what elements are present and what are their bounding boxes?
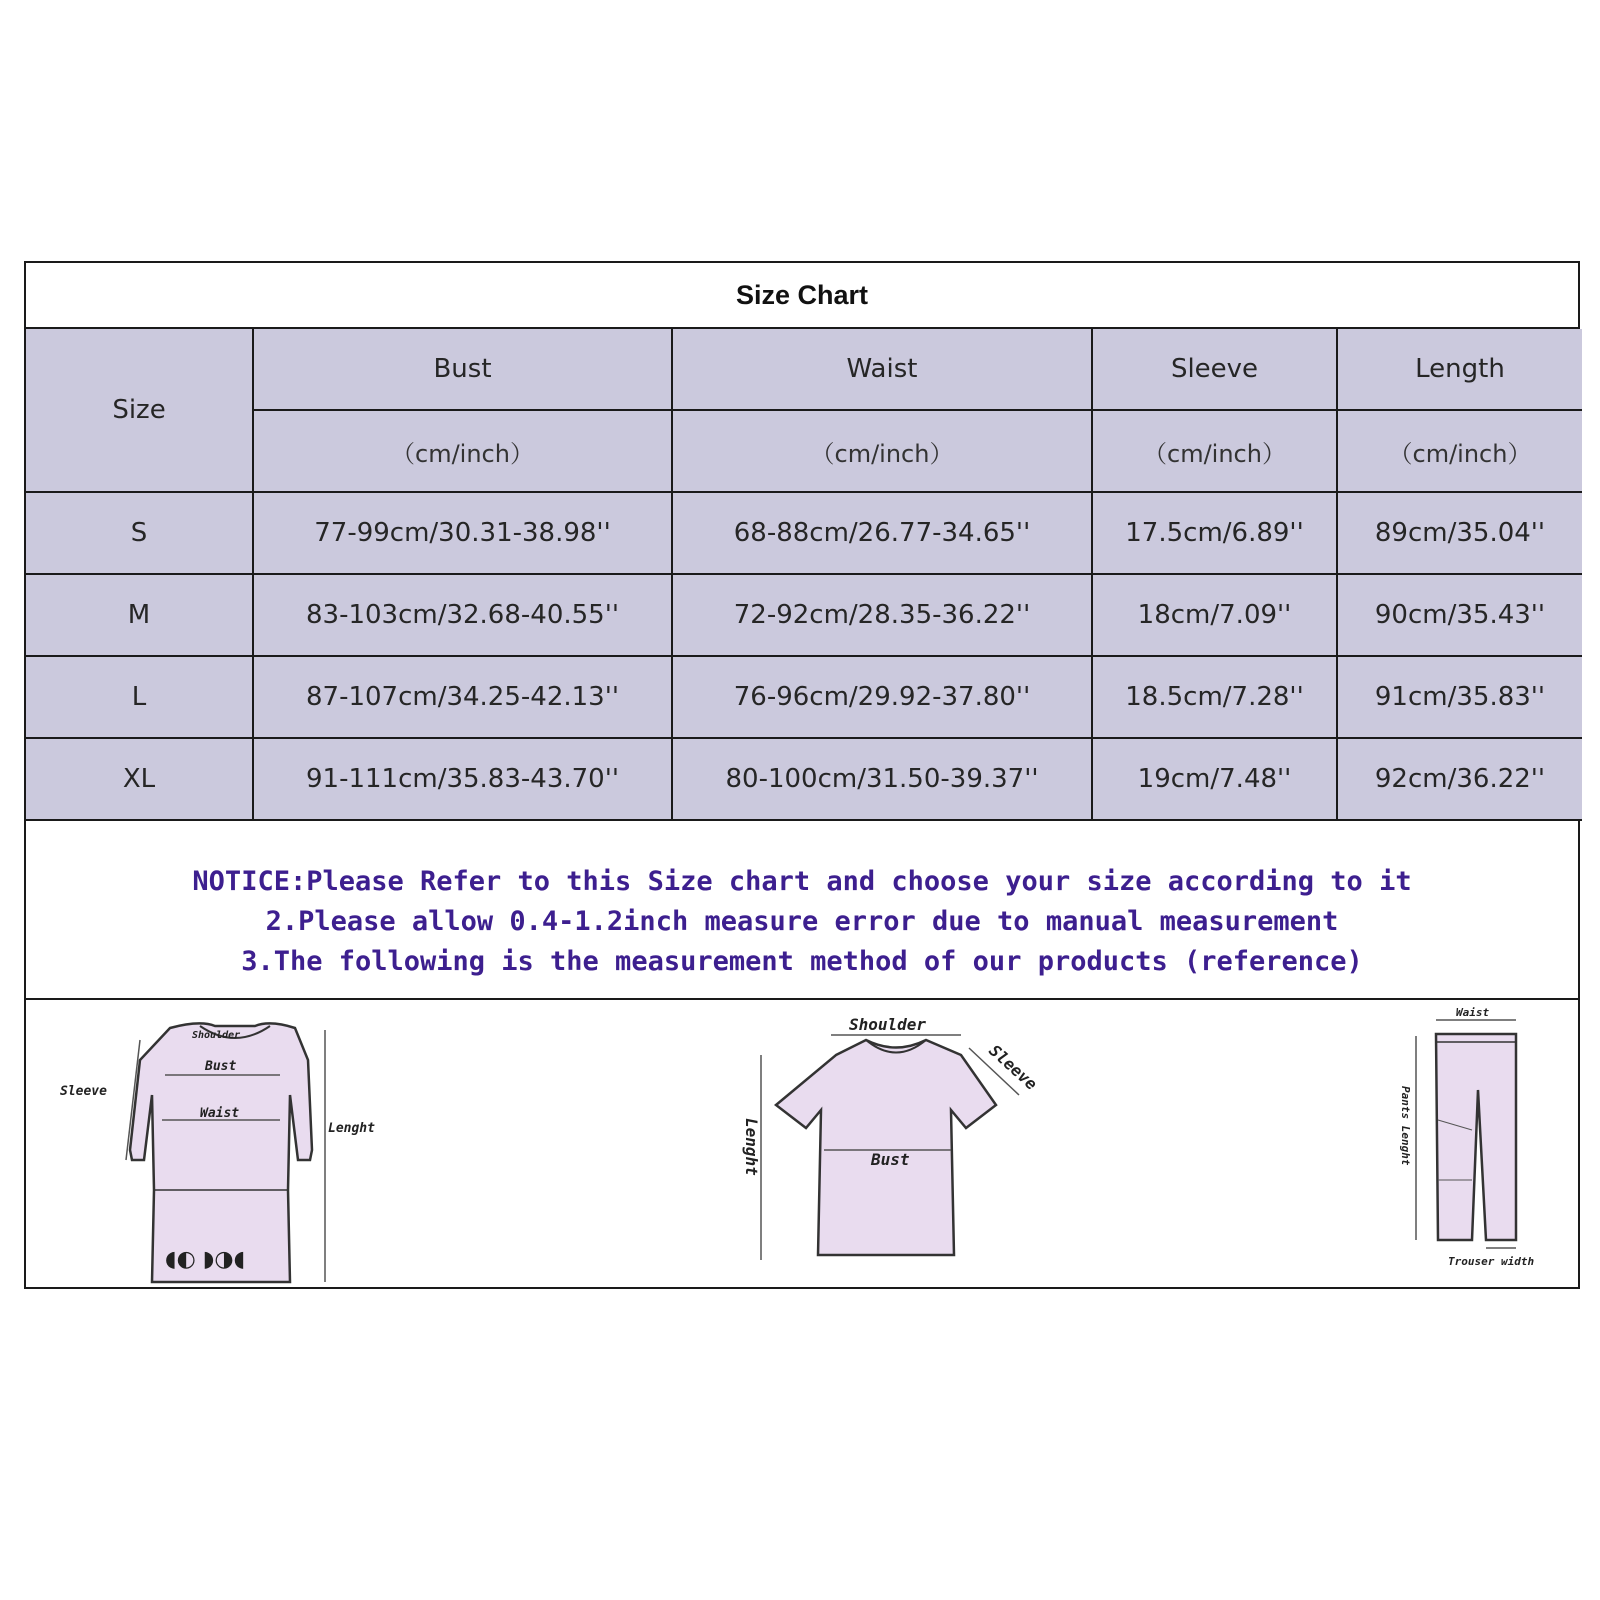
notice-block [26,834,1578,1000]
size-cell: S [26,492,253,574]
unit-row [26,410,1582,492]
dress-length-label: Lenght [328,1121,375,1136]
bust-unit: （cm/inch） [253,410,672,492]
sleeve-cell: 18cm/7.09'' [1092,574,1337,656]
notice-line: 3.The following is the measurement method of our products (reference) [241,946,1363,977]
table-row [26,492,1582,574]
size-chart [24,261,1580,1289]
size-cell: L [26,656,253,738]
dress-shoulder-label: Shoulder [192,1030,241,1041]
bust-cell: 87-107cm/34.25-42.13'' [253,656,672,738]
waist-cell: 76-96cm/29.92-37.80'' [672,656,1092,738]
moon-pattern-icon: ◖◐ ◗◑◖ [165,1247,246,1272]
pants-length-label: Pants Lenght [1399,1086,1412,1166]
size-table [26,329,1582,821]
bust-cell: 83-103cm/32.68-40.55'' [253,574,672,656]
notice-line: NOTICE:Please Refer to this Size chart and choose your size according to it [192,866,1412,897]
header-row [26,329,1582,410]
length-unit: （cm/inch） [1337,410,1582,492]
dress-sleeve-label: Sleeve [60,1084,107,1099]
tshirt-icon [776,1040,996,1255]
pants-waist-label: Waist [1456,1006,1490,1019]
table-row [26,738,1582,820]
tshirt-shoulder-label: Shoulder [849,1015,927,1034]
sleeve-header: Sleeve [1092,329,1337,410]
dress-waist-label: Waist [200,1106,240,1121]
chart-title: Size Chart [26,263,1578,329]
length-cell: 89cm/35.04'' [1337,492,1582,574]
pants-diagram [1386,1000,1576,1287]
sleeve-unit: （cm/inch） [1092,410,1337,492]
tshirt-diagram [726,1000,1066,1287]
size-cell: XL [26,738,253,820]
waist-cell: 80-100cm/31.50-39.37'' [672,738,1092,820]
waist-unit: （cm/inch） [672,410,1092,492]
measurement-diagrams [26,1000,1578,1287]
bust-cell: 91-111cm/35.83-43.70'' [253,738,672,820]
waist-cell: 72-92cm/28.35-36.22'' [672,574,1092,656]
bust-cell: 77-99cm/30.31-38.98'' [253,492,672,574]
table-row [26,574,1582,656]
sleeve-cell: 17.5cm/6.89'' [1092,492,1337,574]
tshirt-bust-label: Bust [871,1150,910,1169]
pants-width-label: Trouser width [1448,1255,1535,1268]
notice-line: 2.Please allow 0.4-1.2inch measure error due to manual measurement [265,906,1339,937]
dress-diagram [40,1000,400,1287]
table-row [26,656,1582,738]
sleeve-cell: 19cm/7.48'' [1092,738,1337,820]
waist-cell: 68-88cm/26.77-34.65'' [672,492,1092,574]
length-cell: 91cm/35.83'' [1337,656,1582,738]
size-header: Size [26,329,253,492]
length-cell: 90cm/35.43'' [1337,574,1582,656]
tshirt-length-label: Lenght [742,1118,761,1176]
dress-bust-label: Bust [205,1059,237,1074]
length-cell: 92cm/36.22'' [1337,738,1582,820]
waist-header: Waist [672,329,1092,410]
length-header: Length [1337,329,1582,410]
bust-header: Bust [253,329,672,410]
pants-icon [1436,1034,1516,1240]
tshirt-sleeve-label: Sleeve [985,1040,1041,1094]
sleeve-cell: 18.5cm/7.28'' [1092,656,1337,738]
size-cell: M [26,574,253,656]
